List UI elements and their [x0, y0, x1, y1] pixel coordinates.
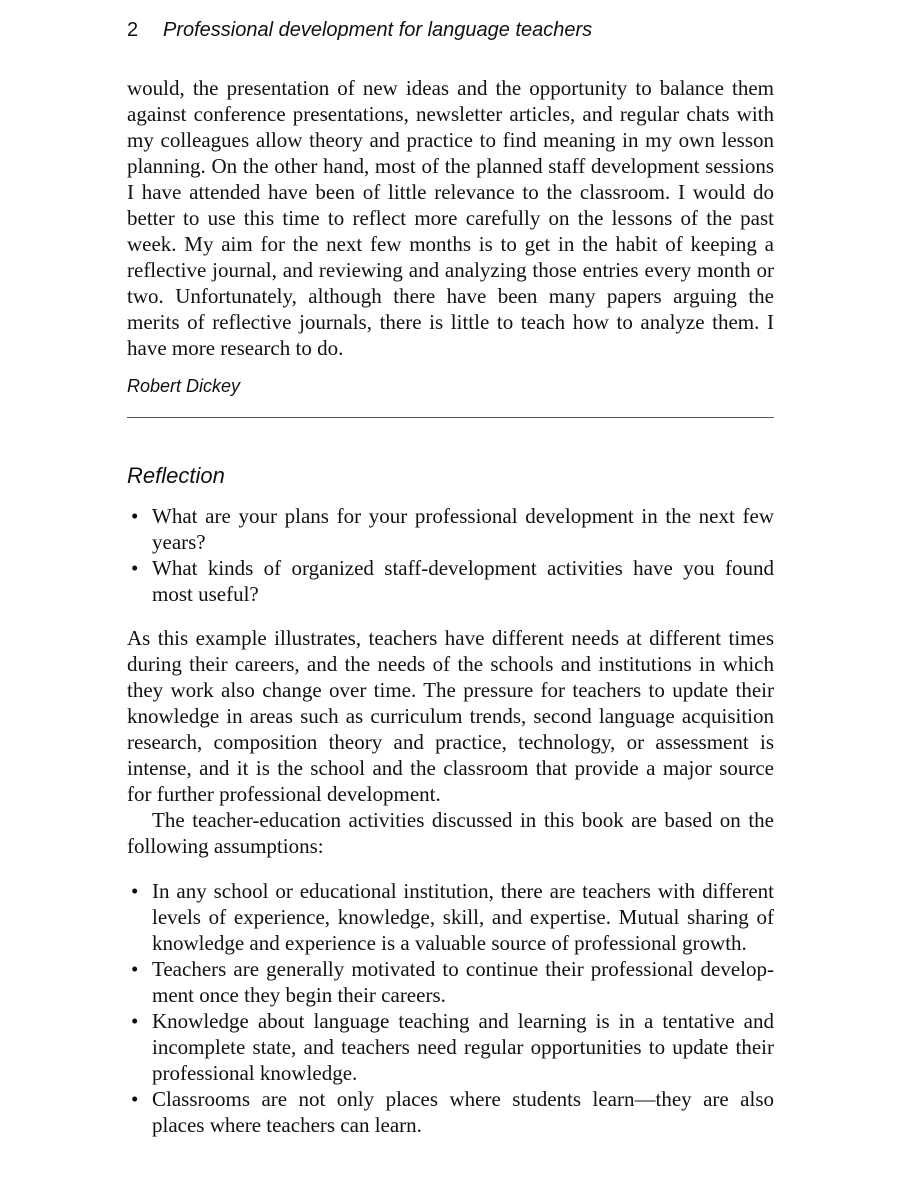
section-divider: [127, 417, 774, 418]
list-item: [127, 555, 774, 607]
author-attribution: Robert Dickey: [127, 376, 241, 396]
reflection-question: What are your plans for your professional development in the next few years?: [152, 504, 774, 554]
bullet-icon: •: [131, 504, 139, 528]
body-paragraph: As this example illustrates, teachers have different needs at different times during their careers, and the needs of the schools and institutions in which they work also change over time. The pressure for teachers to update their knowledge in areas such as curriculum trends, second language acquisition research, composition theory and practice, technology, or assessment is intense, and it is the school and the classroom that provide a major source for further professional development.: [127, 626, 774, 806]
assumption-list: [127, 878, 774, 1138]
bullet-icon: •: [131, 556, 139, 580]
list-item: [127, 503, 774, 555]
list-item: [127, 1086, 774, 1138]
bullet-icon: •: [131, 879, 139, 903]
running-head-title: Professional development for language teachers: [163, 19, 593, 41]
page-number: 2: [127, 19, 139, 41]
assumption-text: Knowledge about language teaching and learning is in a tentative and incomplete state, and teachers need regular opportunities to update their professional knowledge.: [152, 1009, 774, 1085]
assumption-text: Teachers are generally motivated to continue their professional development once they begin their careers.: [152, 957, 774, 1007]
list-item: [127, 878, 774, 956]
intro-paragraph: would, the presentation of new ideas and the opportunity to balance them against conference presentations, newsletter articles, and regular chats with my colleagues allow theory and practice to find meaning in my own lesson planning. On the other hand, most of the planned staff development sessions I have attended have been of little relevance to the classroom. I would do better to use this time to reflect more carefully on the lessons of the past week. My aim for the next few months is to get in the habit of keeping a reflective journal, and reviewing and analyzing those entries every month or two. Unfortunately, although there have been many papers arguing the merits of reflective journals, there is little to teach how to analyze them. I have more research to do.: [127, 76, 774, 360]
bullet-icon: •: [131, 1087, 139, 1111]
bullet-icon: •: [131, 957, 139, 981]
running-head: [127, 17, 592, 43]
body-paragraph: The teacher-education activities discussed in this book are based on the following assumptions:: [127, 808, 774, 858]
bullet-icon: •: [131, 1009, 139, 1033]
reflection-question: What kinds of organized staff-development activities have you found most useful?: [152, 556, 774, 606]
reflection-question-list: [127, 503, 774, 607]
list-item: [127, 1008, 774, 1086]
list-item: [127, 956, 774, 1008]
reflection-heading: Reflection: [127, 463, 225, 488]
assumption-text: In any school or educational institution, there are teachers with different levels of experience, knowledge, skill, and expertise. Mutual sharing of knowledge and experience is a valuable source of professional growth.: [152, 879, 774, 955]
assumption-text: Classrooms are not only places where students learn—they are also places where teachers can learn.: [152, 1087, 774, 1137]
